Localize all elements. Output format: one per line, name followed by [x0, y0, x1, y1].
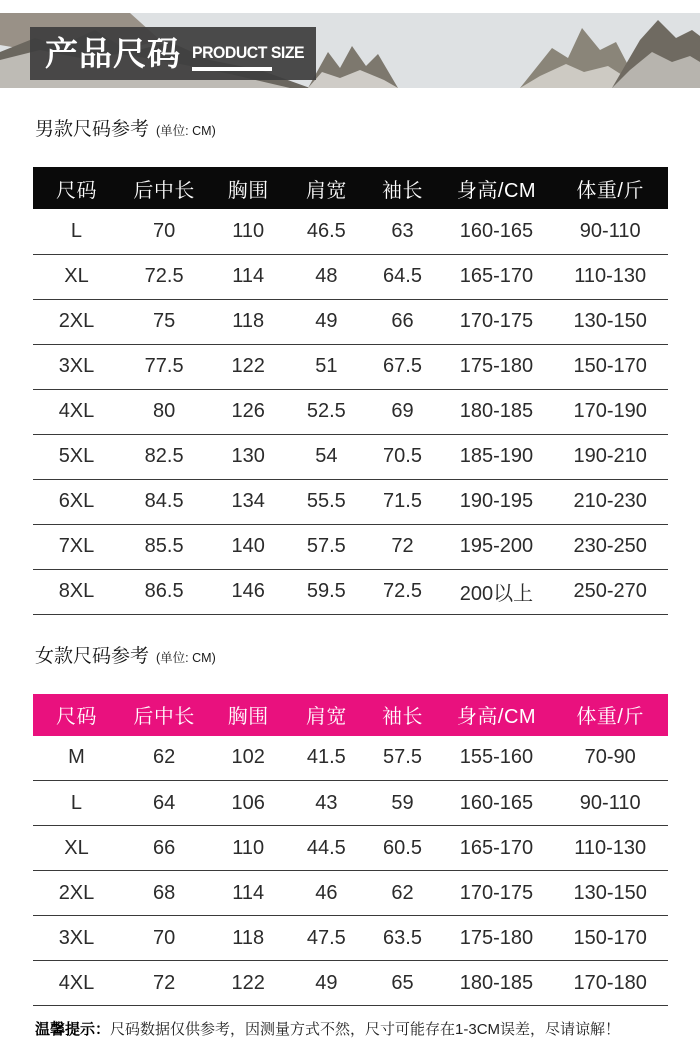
- value-cell: 190-195: [441, 479, 553, 524]
- value-cell: 49: [288, 961, 364, 1006]
- value-cell: 70.5: [364, 434, 440, 479]
- table-row: [33, 736, 668, 781]
- value-cell: 85.5: [120, 524, 208, 569]
- value-cell: 210-230: [552, 479, 668, 524]
- value-cell: 110: [208, 209, 288, 254]
- value-cell: 57.5: [288, 524, 364, 569]
- value-cell: 114: [208, 254, 288, 299]
- table-row: [33, 479, 668, 524]
- value-cell: 200以上: [441, 569, 553, 614]
- value-cell: 170-175: [441, 871, 553, 916]
- value-cell: 71.5: [364, 479, 440, 524]
- banner-title-cn: 产品尺码: [45, 35, 181, 72]
- value-cell: 51: [288, 344, 364, 389]
- value-cell: 41.5: [288, 736, 364, 781]
- value-cell: 170-175: [441, 299, 553, 344]
- women-section-title-text: 女款尺码参考: [35, 645, 150, 667]
- column-header: 尺码: [55, 179, 97, 202]
- value-cell: 47.5: [288, 916, 364, 961]
- table-row: [33, 389, 668, 434]
- value-cell: 130-150: [552, 299, 668, 344]
- value-cell: 110-130: [552, 254, 668, 299]
- value-cell: 68: [120, 871, 208, 916]
- size-cell: L: [33, 209, 120, 254]
- value-cell: 110-130: [552, 826, 668, 871]
- size-cell: 3XL: [33, 916, 120, 961]
- value-cell: 190-210: [552, 434, 668, 479]
- column-header: 身高/CM: [456, 706, 537, 728]
- banner-title-en-wrap: [192, 44, 313, 71]
- value-cell: 60.5: [364, 826, 440, 871]
- value-cell: 165-170: [441, 254, 553, 299]
- men-size-section: [0, 117, 700, 615]
- column-header: 后中长: [133, 179, 195, 202]
- banner: [0, 0, 700, 88]
- women-size-table: [33, 694, 668, 1007]
- value-cell: 122: [208, 344, 288, 389]
- column-header: 胸围: [227, 706, 269, 728]
- column-header: 肩宽: [305, 179, 347, 202]
- size-cell: L: [33, 781, 120, 826]
- size-cell: XL: [33, 254, 120, 299]
- value-cell: 66: [364, 299, 440, 344]
- size-cell: 5XL: [33, 434, 120, 479]
- women-size-section: [0, 644, 700, 1007]
- value-cell: 170-180: [552, 961, 668, 1006]
- value-cell: 90-110: [552, 209, 668, 254]
- value-cell: 43: [288, 781, 364, 826]
- banner-title-en: PRODUCT SIZE: [192, 42, 305, 62]
- women-section-title: [35, 644, 700, 671]
- table-row: [33, 524, 668, 569]
- size-cell: 2XL: [33, 871, 120, 916]
- value-cell: 165-170: [441, 826, 553, 871]
- value-cell: 160-165: [441, 209, 553, 254]
- value-cell: 134: [208, 479, 288, 524]
- value-cell: 63.5: [364, 916, 440, 961]
- value-cell: 59: [364, 781, 440, 826]
- value-cell: 118: [208, 916, 288, 961]
- column-header: 体重/斤: [576, 706, 644, 728]
- value-cell: 57.5: [364, 736, 440, 781]
- value-cell: 185-190: [441, 434, 553, 479]
- value-cell: 126: [208, 389, 288, 434]
- banner-title-box: [30, 27, 316, 80]
- value-cell: 118: [208, 299, 288, 344]
- value-cell: 54: [288, 434, 364, 479]
- column-header: 胸围: [227, 179, 269, 202]
- men-section-title-text: 男款尺码参考: [35, 119, 150, 140]
- value-cell: 72: [120, 961, 208, 1006]
- value-cell: 64.5: [364, 254, 440, 299]
- value-cell: 110: [208, 826, 288, 871]
- table-row: [33, 781, 668, 826]
- value-cell: 63: [364, 209, 440, 254]
- footer-note-text: 尺码数据仅供参考，因测量方式不然，尺寸可能存在1-3CM误差，尽请谅解！: [110, 1021, 621, 1038]
- value-cell: 69: [364, 389, 440, 434]
- value-cell: 55.5: [288, 479, 364, 524]
- value-cell: 106: [208, 781, 288, 826]
- value-cell: 130-150: [552, 871, 668, 916]
- value-cell: 46.5: [288, 209, 364, 254]
- column-header: 体重/斤: [576, 179, 644, 202]
- value-cell: 72: [364, 524, 440, 569]
- value-cell: 59.5: [288, 569, 364, 614]
- column-header: 袖长: [382, 179, 424, 202]
- value-cell: 46: [288, 871, 364, 916]
- size-cell: 7XL: [33, 524, 120, 569]
- column-header: 肩宽: [305, 706, 347, 728]
- value-cell: 150-170: [552, 344, 668, 389]
- value-cell: 160-165: [441, 781, 553, 826]
- table-row: [33, 871, 668, 916]
- value-cell: 65: [364, 961, 440, 1006]
- column-header: 身高/CM: [456, 179, 537, 202]
- value-cell: 180-185: [441, 389, 553, 434]
- size-cell: XL: [33, 826, 120, 871]
- value-cell: 77.5: [120, 344, 208, 389]
- table-row: [33, 826, 668, 871]
- men-unit-note: (单位: CM): [156, 124, 216, 138]
- value-cell: 70-90: [552, 736, 668, 781]
- value-cell: 80: [120, 389, 208, 434]
- value-cell: 75: [120, 299, 208, 344]
- table-row: [33, 434, 668, 479]
- table-header-row: [33, 694, 668, 736]
- women-unit-note: (单位: CM): [156, 650, 216, 665]
- value-cell: 49: [288, 299, 364, 344]
- table-row: [33, 299, 668, 344]
- value-cell: 90-110: [552, 781, 668, 826]
- value-cell: 175-180: [441, 344, 553, 389]
- value-cell: 230-250: [552, 524, 668, 569]
- value-cell: 72.5: [364, 569, 440, 614]
- size-cell: 6XL: [33, 479, 120, 524]
- size-cell: 4XL: [33, 961, 120, 1006]
- size-cell: M: [33, 736, 120, 781]
- banner-underline: [192, 67, 272, 71]
- value-cell: 250-270: [552, 569, 668, 614]
- value-cell: 130: [208, 434, 288, 479]
- value-cell: 44.5: [288, 826, 364, 871]
- value-cell: 70: [120, 916, 208, 961]
- footer-note-label: 温馨提示：: [35, 1021, 111, 1038]
- value-cell: 146: [208, 569, 288, 614]
- value-cell: 170-190: [552, 389, 668, 434]
- table-header-row: [33, 167, 668, 209]
- column-header: 袖长: [382, 706, 424, 728]
- column-header: 后中长: [133, 706, 195, 728]
- value-cell: 62: [120, 736, 208, 781]
- value-cell: 180-185: [441, 961, 553, 1006]
- table-row: [33, 254, 668, 299]
- value-cell: 84.5: [120, 479, 208, 524]
- value-cell: 150-170: [552, 916, 668, 961]
- table-row: [33, 344, 668, 389]
- table-row: [33, 916, 668, 961]
- size-cell: 2XL: [33, 299, 120, 344]
- value-cell: 62: [364, 871, 440, 916]
- value-cell: 70: [120, 209, 208, 254]
- value-cell: 122: [208, 961, 288, 1006]
- value-cell: 114: [208, 871, 288, 916]
- men-section-title: [35, 117, 700, 144]
- value-cell: 72.5: [120, 254, 208, 299]
- value-cell: 52.5: [288, 389, 364, 434]
- value-cell: 140: [208, 524, 288, 569]
- value-cell: 86.5: [120, 569, 208, 614]
- value-cell: 155-160: [441, 736, 553, 781]
- column-header: 尺码: [55, 706, 97, 728]
- table-row: [33, 961, 668, 1006]
- men-size-table: [33, 167, 668, 615]
- size-cell: 8XL: [33, 569, 120, 614]
- value-cell: 82.5: [120, 434, 208, 479]
- value-cell: 64: [120, 781, 208, 826]
- value-cell: 175-180: [441, 916, 553, 961]
- table-row: [33, 569, 668, 614]
- value-cell: 67.5: [364, 344, 440, 389]
- size-cell: 4XL: [33, 389, 120, 434]
- size-cell: 3XL: [33, 344, 120, 389]
- value-cell: 66: [120, 826, 208, 871]
- footer-note: [35, 1019, 700, 1041]
- value-cell: 102: [208, 736, 288, 781]
- table-row: [33, 209, 668, 254]
- value-cell: 48: [288, 254, 364, 299]
- value-cell: 195-200: [441, 524, 553, 569]
